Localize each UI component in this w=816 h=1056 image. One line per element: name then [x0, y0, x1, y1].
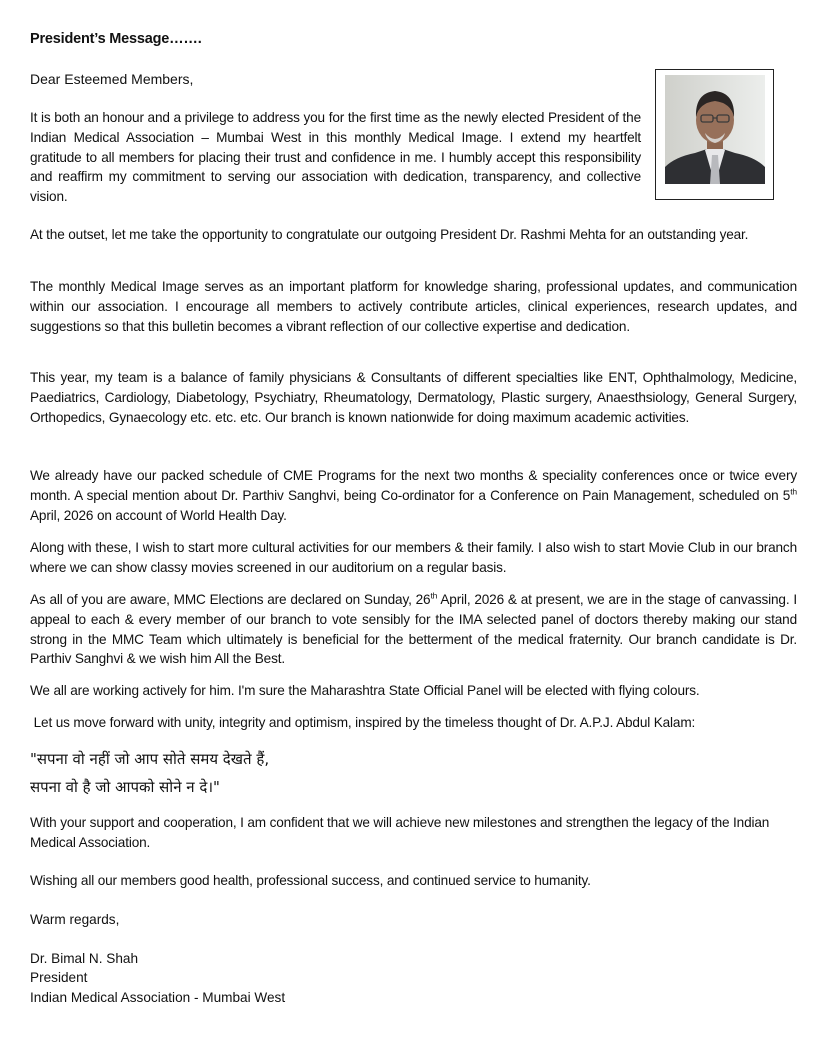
cme-text-end: April, 2026 on account of World Health Day. — [30, 507, 287, 523]
signature-role: President — [30, 970, 88, 985]
support-paragraph: With your support and cooperation, I am confident that we will achieve new milestones and strengthen the legacy of the Indian Medical Association. — [30, 815, 770, 850]
team-paragraph: This year, my team is a balance of family physicians & Consultants of different specialties like ENT, Ophthalmology, Medicine, Paediatrics, Cardiology, Diabetology, Psychiatry, Rheumatology, Dermatology, Plastic surgery, Anaesthsiology, General Surgery, Orthopedics, Gynaecology etc. etc. etc. Our branch is known nationwide for doing maximum academic activities. — [30, 370, 797, 425]
elections-text: As all of you are aware, MMC Elections are declared on Sunday, 26 — [30, 592, 431, 607]
wishing-paragraph: Wishing all our members good health, professional success, and continued service to humanity. — [30, 873, 591, 888]
page-title: President’s Message……. — [30, 31, 202, 47]
cme-text: We already have our packed schedule of CME Programs for the next two months & speciality conferences once or twice every month. A special mention about Dr. Parthiv Sanghvi, being Co-ordinator for a Conference on Pain Management, scheduled on 5 — [30, 468, 797, 503]
quote-line-2: सपना वो है जो आपको सोने न दे।" — [30, 778, 220, 796]
ordinal-suffix: th — [430, 590, 438, 601]
elections-paragraph — [30, 590, 797, 669]
president-photo — [665, 75, 765, 184]
forward-paragraph: Let us move forward with unity, integrity and optimism, inspired by the timeless thought of Dr. A.P.J. Abdul Kalam: — [30, 715, 696, 730]
elections-text-end: April, 2026 & at present, we are in the stage of canvassing. I appeal to each & every member of our branch to vote sensibly for the IMA selected panel of doctors thereby making our stand strong in the MMC Team which ultimately is beneficial for the betterment of the medical fraternity. Our branch candidate is Dr. Parthiv Sanghvi & we wish him All the Best. — [30, 592, 797, 667]
intro-paragraph: It is both an honour and a privilege to address you for the first time as the newly elected President of the Indian Medical Association – Mumbai West in this monthly Medical Image. I extend my heartfelt gratitude to all members for placing their trust and confidence in me. I humbly accept this responsibility and reaffirm my commitment to serving our association with dedication, transparency, and collective vision. — [30, 110, 641, 205]
president-photo-frame — [655, 69, 774, 200]
closing: Warm regards, — [30, 912, 120, 927]
ordinal-suffix: th — [790, 486, 797, 497]
quote-line-1: "सपना वो नहीं जो आप सोते समय देखते हैं, — [30, 750, 270, 768]
signature-name: Dr. Bimal N. Shah — [30, 951, 139, 966]
cultural-paragraph: Along with these, I wish to start more cultural activities for our members & their family. I also wish to start Movie Club in our branch where we can show classy movies screened in our auditorium on a regular basis. — [30, 540, 797, 575]
medical-image-paragraph: The monthly Medical Image serves as an important platform for knowledge sharing, professional updates, and communication within our association. I encourage all members to actively contribute articles, clinical experiences, research updates, and suggestions so that this bulletin becomes a vibrant reflection of our collective expertise and dedication. — [30, 279, 797, 334]
working-paragraph: We all are working actively for him. I'm sure the Maharashtra State Official Panel will be elected with flying colours. — [30, 683, 700, 698]
congratulations-paragraph: At the outset, let me take the opportunity to congratulate our outgoing President Dr. Rashmi Mehta for an outstanding year. — [30, 227, 749, 242]
salutation: Dear Esteemed Members, — [30, 71, 194, 87]
person-photo-icon — [665, 75, 765, 184]
signature-org: Indian Medical Association - Mumbai West — [30, 990, 286, 1005]
cme-paragraph — [30, 466, 797, 525]
